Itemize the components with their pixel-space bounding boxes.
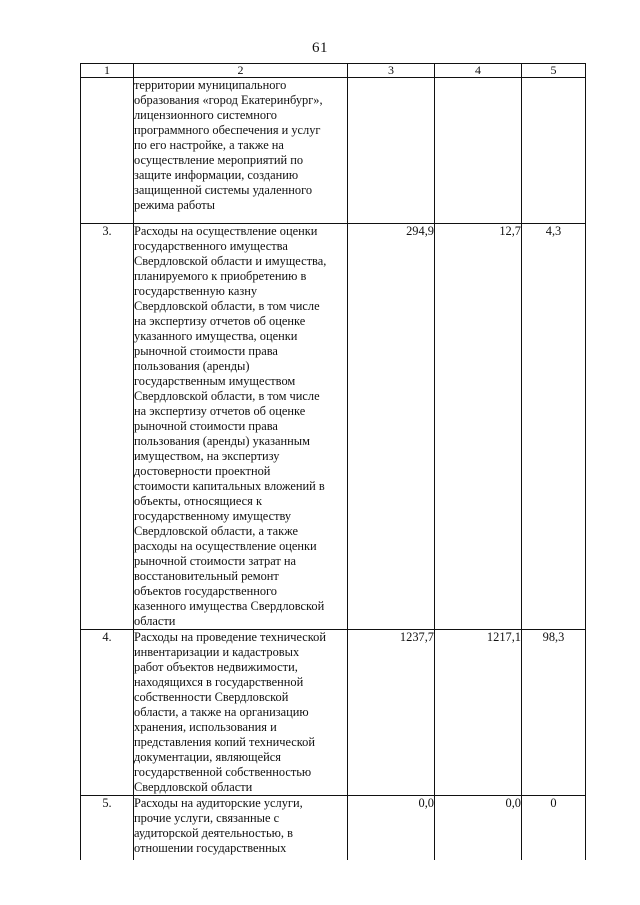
table-row	[81, 630, 586, 796]
row-description: Расходы на осуществление оценки государственного имущества Свердловской области и имущества, планируемого к приобретению в государственную казну Свердловской области, в том числе на экспертизу отчетов об оценке указанного имущества, оценки рыночной стоимости права пользования (аренды) государственным имуществом Свердловской области, в том числе на экспертизу отчетов об оценке рыночной стоимости права пользования (аренды) указанным имуществом, на экспертизу достоверности проектной стоимости капитальных вложений в объекты, относящиеся к государственному имуществу Свердловской области, а также расходы на осуществление оценки рыночной стоимости затрат на восстановительный ремонт объектов государственного казенного имущества Свердловской области	[134, 224, 348, 630]
expense-table	[80, 63, 586, 860]
column-header-5: 5	[522, 64, 586, 78]
row-value-col5: 4,3	[522, 224, 586, 630]
table-header-row	[81, 64, 586, 78]
row-value-col3: 294,9	[348, 224, 435, 630]
row-value-col4	[435, 78, 522, 224]
row-number: 3.	[81, 224, 134, 630]
row-value-col3: 0,0	[348, 796, 435, 860]
row-value-col5: 0	[522, 796, 586, 860]
row-value-col5	[522, 78, 586, 224]
row-description: территории муниципального образования «город Екатеринбург», лицензионного системного программного обеспечения и услуг по его настройке, а также на осуществление мероприятий по защите информации, созданию защищенной системы удаленного режима работы	[134, 78, 348, 224]
table-row	[81, 224, 586, 630]
row-value-col4: 12,7	[435, 224, 522, 630]
row-value-col4: 1217,1	[435, 630, 522, 796]
row-number: 5.	[81, 796, 134, 860]
row-value-col5: 98,3	[522, 630, 586, 796]
row-value-col3	[348, 78, 435, 224]
table-row	[81, 78, 586, 224]
row-description: Расходы на аудиторские услуги, прочие услуги, связанные с аудиторской деятельностью, в отношении государственных	[134, 796, 348, 860]
row-value-col3: 1237,7	[348, 630, 435, 796]
page-number: 61	[312, 40, 328, 56]
column-header-2: 2	[134, 64, 348, 78]
row-number: 4.	[81, 630, 134, 796]
table-row	[81, 796, 586, 860]
column-header-3: 3	[348, 64, 435, 78]
row-value-col4: 0,0	[435, 796, 522, 860]
column-header-4: 4	[435, 64, 522, 78]
row-description: Расходы на проведение технической инвентаризации и кадастровых работ объектов недвижимости, находящихся в государственной собственности Свердловской области, а также на организацию хранения, использования и представления копий технической документации, являющейся государственной собственностью Свердловской области	[134, 630, 348, 796]
row-number	[81, 78, 134, 224]
column-header-1: 1	[81, 64, 134, 78]
